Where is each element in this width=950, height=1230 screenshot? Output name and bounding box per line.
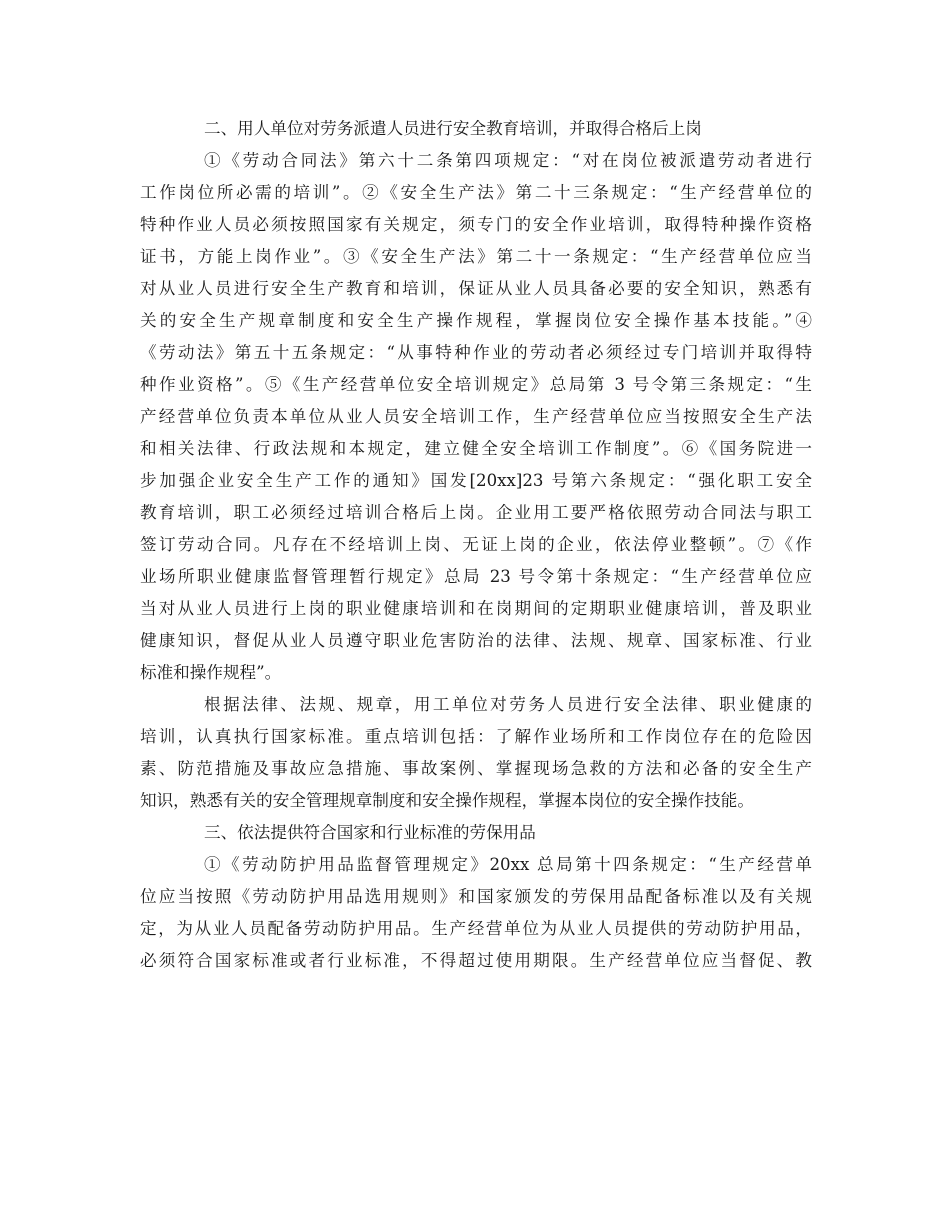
text-line: 关的安全生产规章制度和安全生产操作规程，掌握岗位安全操作基本技能。”④ <box>140 311 812 330</box>
text-line: 工作岗位所必需的培训”。②《安全生产法》第二十三条规定：“生产经营单位的 <box>140 183 812 202</box>
text-line: 标准和操作规程”。 <box>140 663 282 682</box>
paragraph-legal-citations <box>140 145 812 689</box>
text-line: 证书，方能上岗作业”。③《安全生产法》第二十一条规定：“生产经营单位应当 <box>140 247 812 266</box>
text-line: 业场所职业健康监督管理暂行规定》总局 23 号令第十条规定：“生产经营单位应 <box>140 567 812 586</box>
text-line: 特种作业人员必须按照国家有关规定，须专门的安全作业培训，取得特种操作资格 <box>140 215 812 234</box>
text-line: 产经营单位负责本单位从业人员安全培训工作，生产经营单位应当按照安全生产法 <box>140 407 812 426</box>
text-line: 培训，认真执行国家标准。重点培训包括：了解作业场所和工作岗位存在的危险因 <box>140 727 812 746</box>
section-heading-3-text: 三、依法提供符合国家和行业标准的劳保用品 <box>204 823 536 842</box>
text-line: 《劳动法》第五十五条规定：“从事特种作业的劳动者必须经过专门培训并取得特 <box>140 343 812 362</box>
text-line: 定，为从业人员配备劳动防护用品。生产经营单位为从业人员提供的劳动防护用品， <box>140 919 812 938</box>
text-line: 位应当按照《劳动防护用品选用规则》和国家颁发的劳保用品配备标准以及有关规 <box>140 887 812 906</box>
document-body <box>140 113 812 977</box>
text-line: 签订劳动合同。凡存在不经培训上岗、无证上岗的企业，依法停业整顿”。⑦《作 <box>140 535 812 554</box>
section-heading-3 <box>140 817 812 849</box>
text-line: 教育培训，职工必须经过培训合格后上岗。企业用工要严格依照劳动合同法与职工 <box>140 503 812 522</box>
text-line: 步加强企业安全生产工作的通知》国发[20xx]23 号第六条规定：“强化职工安全 <box>140 471 812 490</box>
text-line: 必须符合国家标准或者行业标准，不得超过使用期限。生产经营单位应当督促、教 <box>140 951 812 970</box>
paragraph-training-content <box>140 689 812 817</box>
section-heading-2-text: 二、用人单位对劳务派遣人员进行安全教育培训，并取得合格后上岗 <box>204 119 702 138</box>
text-line: ①《劳动防护用品监督管理规定》20xx 总局第十四条规定：“生产经营单 <box>204 855 812 874</box>
text-line: 对从业人员进行安全生产教育和培训，保证从业人员具备必要的安全知识，熟悉有 <box>140 279 812 298</box>
paragraph-protective-equipment <box>140 849 812 977</box>
text-line: 当对从业人员进行上岗的职业健康培训和在岗期间的定期职业健康培训，普及职业 <box>140 599 812 618</box>
text-line: 根据法律、法规、规章，用工单位对劳务人员进行安全法律、职业健康的 <box>204 695 812 714</box>
section-heading-2 <box>140 113 812 145</box>
text-line: 种作业资格”。⑤《生产经营单位安全培训规定》总局第 3 号令第三条规定：“生 <box>140 375 812 394</box>
text-line: 和相关法律、行政法规和本规定，建立健全安全培训工作制度”。⑥《国务院进一 <box>140 439 812 458</box>
text-line: ①《劳动合同法》第六十二条第四项规定：“对在岗位被派遣劳动者进行 <box>204 151 812 170</box>
text-line: 知识，熟悉有关的安全管理规章制度和安全操作规程，掌握本岗位的安全操作技能。 <box>140 791 754 810</box>
text-line: 素、防范措施及事故应急措施、事故案例、掌握现场急救的方法和必备的安全生产 <box>140 759 812 778</box>
text-line: 健康知识，督促从业人员遵守职业危害防治的法律、法规、规章、国家标准、行业 <box>140 631 812 650</box>
